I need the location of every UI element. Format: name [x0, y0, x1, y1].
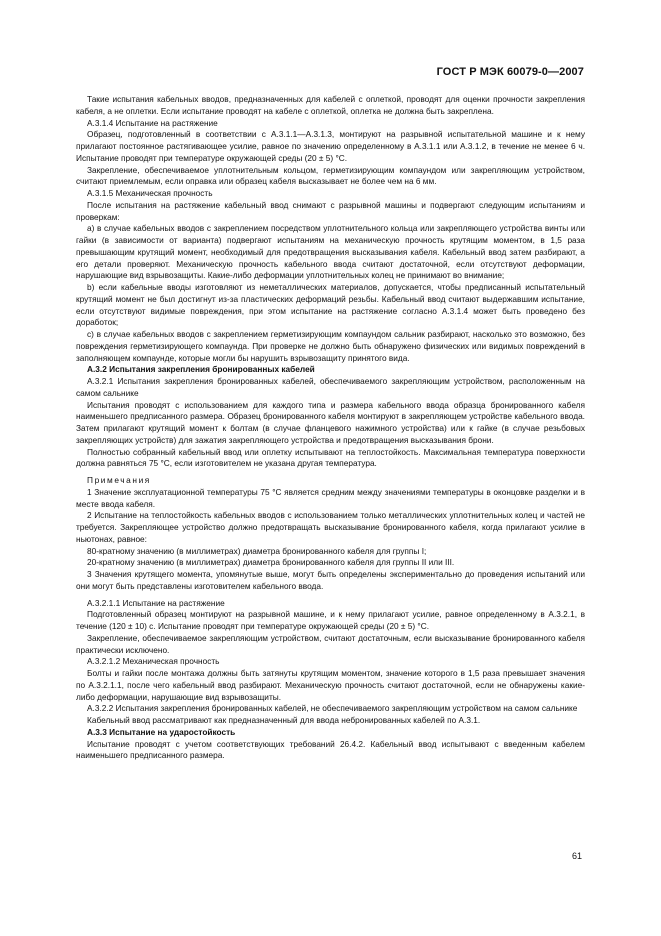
heading-a3-2: А.3.2 Испытания закрепления бронированных кабелей: [87, 364, 315, 375]
note-1: 1 Значение эксплуатационной температуры 75 °С является средним между значениями температуры в оконцовке разделки и в месте ввода кабеля.: [76, 486, 585, 509]
paragraph: Испытание проводят с учетом соответствующих требований 26.4.2. Кабельный ввод испытывают с введенным кабелем наименьшего предписанного размера.: [76, 738, 585, 761]
paragraph: Болты и гайки после монтажа должны быть затянуты крутящим моментом, значение которого в 1,5 раза превышает значения по А.3.2.1.1, после чего кабельный ввод разбирают. Механическую прочность считают достаточной, если не обнаружены какие-либо деформации, нарушающие вид взрывозащиты.: [76, 668, 585, 702]
paragraph: Закрепление, обеспечиваемое уплотнительным кольцом, герметизирующим компаундом или закрепляющим устройством, считают приемлемым, если оправка или образец кабеля высказывает не более чем на 6 мм.: [76, 164, 585, 187]
heading-a3-3: А.3.3 Испытание на ударостойкость: [87, 726, 236, 737]
document-body: [76, 94, 585, 762]
note-3: 3 Значения крутящего момента, упомянутые выше, могут быть определены экспериментально до проведения испытаний или они могут быть представлены изготовителем кабельного ввода.: [76, 569, 585, 591]
list-item-a: а) в случае кабельных вводов с закреплением посредством уплотнительного кольца или закрепляющего устройства винты или гайки (в зависимости от варианта) подвергают испытаниям на механическую прочность крутящим моментом, в 1,5 раза превышающим крутящий момент, необходимый для предотвращения высказывания кабеля. Кабельный ввод затем разбирают, а его детали проверяют. Механическую прочность кабельного ввода считают достаточной, если отсутствуют деформации, нарушающие вид взрывозащиты. Какие-либо деформации уплотнительных колец не принимают во внимание;: [76, 223, 585, 281]
heading-a3-1-4: А.3.1.4 Испытание на растяжение: [87, 117, 218, 128]
page-number: 61: [571, 851, 582, 861]
list-item-b: b) если кабельные вводы изготовляют из неметаллических материалов, допускается, чтобы предписанный испытательный крутящий момент не был достигнут из-за пластических деформаций резьбы. Кабельный ввод считают выдержавшим испытание, если отсутствуют видимые повреждения, при этом испытание на растяжение согласно А.3.1.4 может быть проведено без доработок;: [76, 282, 585, 328]
standard-header: ГОСТ Р МЭК 60079-0—2007: [436, 66, 584, 78]
list-item-c: с) в случае кабельных вводов с закреплением герметизирующим компаундом сальник разбирают, насколько это возможно, без повреждения герметизирующего компаунда. При проверке не должно быть обнаружено физических или видимых повреждений в заполняющем компаунде, которые могли бы нарушить взрывозащиту принятого вида.: [76, 329, 585, 363]
heading-a3-2-1: А.3.2.1 Испытания закрепления бронированных кабелей, обеспечиваемого закрепляющим устройством, расположенным на самом сальнике: [76, 376, 585, 398]
notes-heading: Примечания: [87, 475, 151, 485]
paragraph: Закрепление, обеспечиваемое закрепляющим устройством, считают достаточным, если высказывание бронированного кабеля практически исключено.: [76, 632, 585, 655]
note-2: 2 Испытание на теплостойкость кабельных вводов с использованием только металлических уплотнительных колец и частей не требуется. Закрепляющее устройство должно предотвращать высказывание бронированного кабеля, когда прилагают усилие в ньютонах, равное:: [76, 510, 585, 544]
heading-a3-2-1-2: А.3.2.1.2 Механическая прочность: [87, 656, 220, 667]
paragraph-intro: Такие испытания кабельных вводов, предназначенных для кабелей с оплеткой, проводят для оценки прочности закрепления кабеля, а не оплетки. Если испытание проводят на кабеле с оплеткой, оплетка не должна быть закреплена.: [76, 94, 585, 116]
paragraph: Полностью собранный кабельный ввод или оплетку испытывают на теплостойкость. Максимальная температура поверхности должна равняться 75 °С, если изготовителем не указана другая температура.: [76, 446, 585, 469]
heading-a3-2-1-1: А.3.2.1.1 Испытание на растяжение: [87, 597, 225, 608]
heading-a3-1-5: А.3.1.5 Механическая прочность: [87, 188, 213, 198]
paragraph: Кабельный ввод рассматривают как предназначенный для ввода небронированных кабелей по А.3.1.: [87, 715, 481, 725]
paragraph: Подготовленный образец монтируют на разрывной машине, и к нему прилагают усилие, равное определенному в А.3.2.1, в течение (120 ± 10) с. Испытание проводят при температуре окружающей среды (20 ± 5) °С.: [76, 609, 585, 631]
note-2-item: 80-кратному значению (в миллиметрах) диаметра бронированного кабеля для группы I;: [87, 545, 427, 556]
paragraph: Образец, подготовленный в соответствии с А.3.1.1—А.3.1.3, монтируют на разрывной испытательной машине и к нему прилагают постоянное растягивающее усилие, равное по значению определенному в А.3.1.1 или А.3.1.2, в течение не менее 6 ч. Испытание проводят при температуре окружающей среды (20 ± 5) °С.: [76, 129, 585, 163]
note-2-item: 20-кратному значению (в миллиметрах) диаметра бронированного кабеля для группы II или III.: [87, 557, 455, 568]
paragraph: Испытания проводят с использованием для каждого типа и размера кабельного ввода образца бронированного кабеля наименьшего предписанного размера. Образец бронированного кабеля монтируют в закрепляющем устройстве кабельного ввода. Затем прилагают крутящий момент к болтам (в случае фланцевого нажимного устройства) или к гайке (в случае резьбовых закрепляющих устройств) для зажатия закрепляющего устройства и предотвращения высказывания брони.: [76, 399, 585, 445]
paragraph: После испытания на растяжение кабельный ввод снимают с разрывной машины и подвергают следующим испытаниям и проверкам:: [76, 199, 585, 222]
heading-a3-2-2: А.3.2.2 Испытания закрепления бронированных кабелей, не обеспечиваемого закрепляющим устройством на самом сальнике: [87, 703, 578, 714]
